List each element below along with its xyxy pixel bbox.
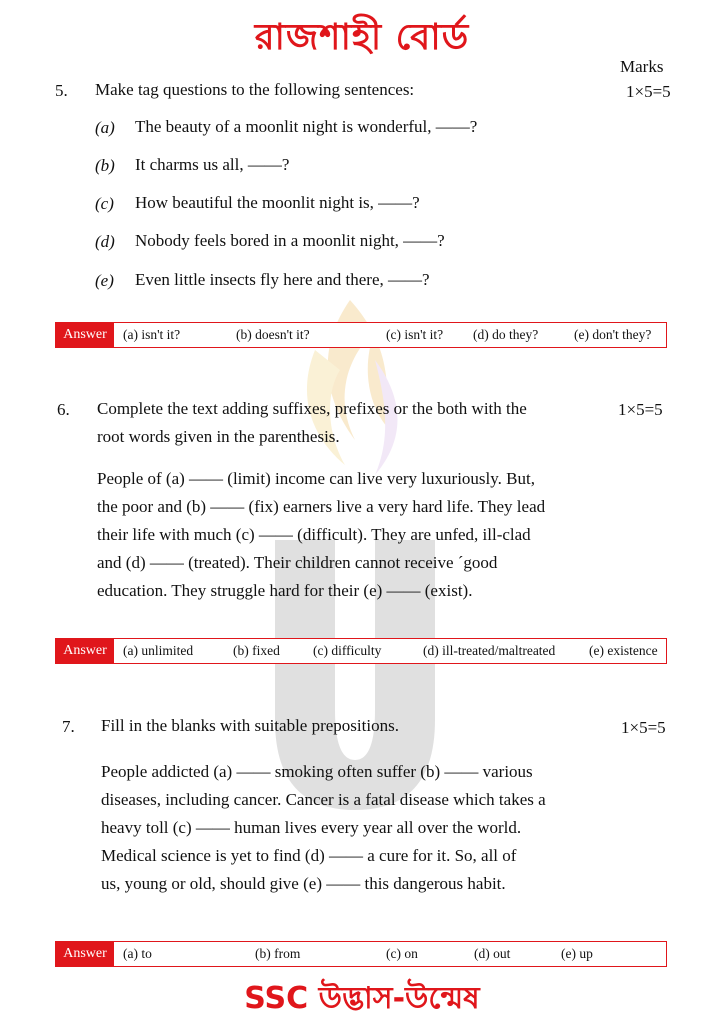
question-marks: 1×5=5 xyxy=(618,400,663,419)
answer-item: (e) don't they? xyxy=(574,327,652,342)
item-text: How beautiful the moonlit night is, ——? xyxy=(135,193,420,212)
paragraph-line: education. They struggle hard for their (e) —— (exist). xyxy=(97,581,473,600)
paragraph-line: People of (a) —— (limit) income can live very luxuriously. But, xyxy=(97,469,535,488)
paragraph-line: heavy toll (c) —— human lives every year all over the world. xyxy=(101,818,522,837)
answer-item: (d) do they? xyxy=(473,327,539,342)
answer-item: (b) from xyxy=(255,946,301,961)
paragraph-line: People addicted (a) —— smoking often suffer (b) —— various xyxy=(101,762,533,781)
item-text: It charms us all, ——? xyxy=(135,155,290,174)
answer-item: (e) up xyxy=(561,946,593,961)
question-number: 6. xyxy=(57,400,70,419)
paragraph-line: diseases, including cancer. Cancer is a fatal disease which takes a xyxy=(101,790,546,809)
paragraph-line: us, young or old, should give (e) —— this dangerous habit. xyxy=(101,874,506,893)
paragraph-line: and (d) —— (treated). Their children cannot receive ´good xyxy=(97,553,498,572)
item-label: (a) xyxy=(95,118,115,137)
answer-box-q6 xyxy=(55,638,667,664)
question-prompt-line1: Complete the text adding suffixes, prefixes or the both with the xyxy=(97,399,527,418)
answer-box-q5 xyxy=(55,322,667,348)
answer-item: (e) existence xyxy=(589,643,658,658)
paragraph-line: the poor and (b) —— (fix) earners live a very hard life. They lead xyxy=(97,497,546,516)
answer-item: (d) ill-treated/maltreated xyxy=(423,643,556,658)
question-paragraph xyxy=(97,465,587,605)
item-text: Nobody feels bored in a moonlit night, ——? xyxy=(135,231,445,250)
question-prompt-line2: root words given in the parenthesis. xyxy=(97,427,340,446)
footer-brand: SSC উদ্ভাস-উন্মেষ xyxy=(244,981,480,1016)
question-prompt: Make tag questions to the following sentences: xyxy=(95,80,415,99)
answer-item: (a) unlimited xyxy=(123,643,194,658)
item-label: (c) xyxy=(95,194,114,213)
paragraph-line: their life with much (c) —— (difficult). They are unfed, ill-clad xyxy=(97,525,531,544)
answer-item: (a) isn't it? xyxy=(123,327,181,342)
answer-tag: Answer xyxy=(56,323,114,347)
answer-item: (d) out xyxy=(474,946,511,961)
answer-item: (c) on xyxy=(386,946,418,961)
answer-item: (b) doesn't it? xyxy=(236,327,310,342)
item-text: Even little insects fly here and there, ——? xyxy=(135,270,430,289)
paragraph-line: Medical science is yet to find (d) —— a cure for it. So, all of xyxy=(101,846,517,865)
answer-item: (b) fixed xyxy=(233,643,280,658)
marks-heading: Marks xyxy=(620,57,664,76)
item-label: (e) xyxy=(95,271,114,290)
board-title: রাজশাহী বোর্ড xyxy=(254,17,470,58)
item-text: The beauty of a moonlit night is wonderful, ——? xyxy=(135,117,478,136)
answer-item: (c) difficulty xyxy=(313,643,382,658)
item-label: (d) xyxy=(95,232,115,251)
answer-tag: Answer xyxy=(56,942,114,966)
question-marks: 1×5=5 xyxy=(626,82,671,101)
answer-box-q7 xyxy=(55,941,667,967)
question-number: 5. xyxy=(55,81,68,100)
question-marks: 1×5=5 xyxy=(621,718,666,737)
answer-item: (c) isn't it? xyxy=(386,327,444,342)
question-number: 7. xyxy=(62,717,75,736)
answer-tag: Answer xyxy=(56,639,114,663)
item-label: (b) xyxy=(95,156,115,175)
question-paragraph xyxy=(101,758,591,898)
answer-item: (a) to xyxy=(123,946,152,961)
question-prompt: Fill in the blanks with suitable prepositions. xyxy=(101,716,399,735)
